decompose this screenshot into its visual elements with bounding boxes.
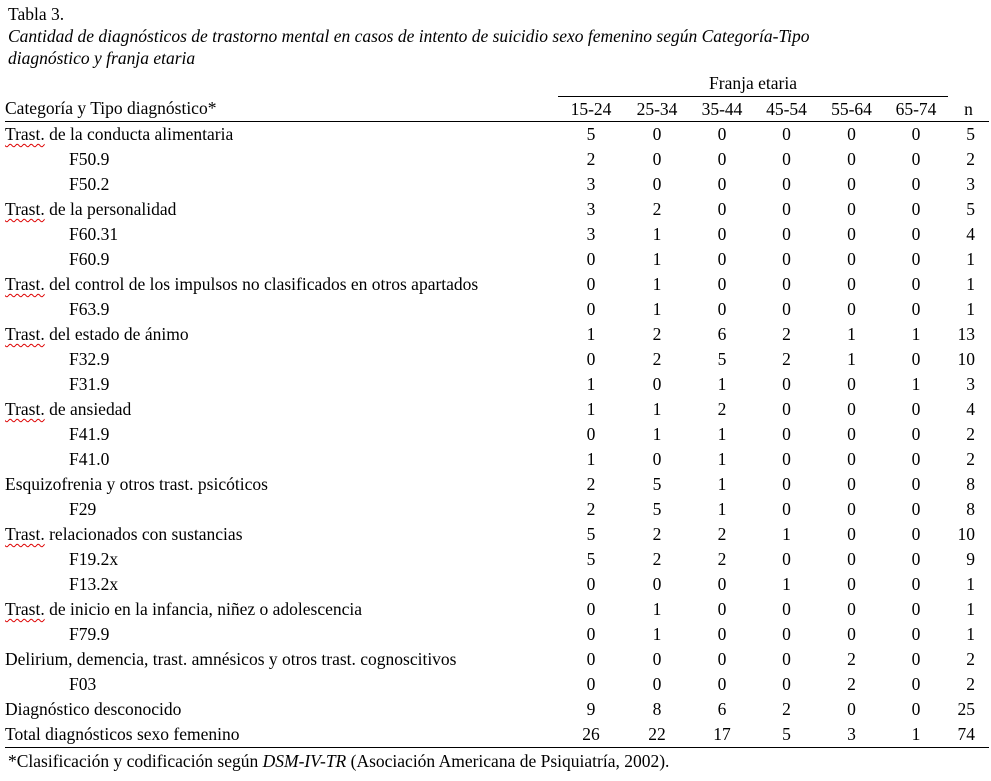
count-cell: 3 [819,722,884,748]
row-total-cell: 3 [966,374,975,394]
count-cell: 0 [782,474,791,494]
count-cell: 1 [652,424,662,444]
count-cell: 9 [586,699,596,719]
count-cell: 2 [652,524,662,544]
count-cell: 1 [652,599,662,619]
category-row [5,197,989,222]
count-cell: 0 [847,699,856,719]
row-total-cell: 8 [966,474,975,494]
count-cell: 0 [847,399,856,419]
total-row [5,722,989,748]
count-cell: 0 [819,122,884,148]
row-label-text: F03 [69,674,97,694]
count-cell: 0 [847,249,856,269]
count-cell: 2 [717,524,727,544]
row-total-cell: 2 [966,649,975,669]
category-row [5,697,989,722]
category-column-header: Categoría y Tipo diagnóstico* [5,98,217,118]
category-row [5,322,989,347]
count-cell: 0 [911,674,921,694]
count-cell: 2 [847,649,856,669]
row-label-text: del estado de ánimo [44,324,189,344]
row-label-text: F50.9 [69,149,110,169]
count-cell: 5 [652,474,662,494]
count-cell: 0 [847,499,856,519]
diagnosis-code-row [5,622,989,647]
count-cell: 0 [911,149,921,169]
row-total-cell: 5 [948,122,989,148]
count-cell: 0 [911,299,921,319]
count-cell: 0 [884,122,948,148]
count-cell: 0 [717,599,727,619]
count-cell: 0 [911,599,921,619]
row-label-text: F60.9 [69,249,110,269]
row-label-text: Esquizofrenia y otros trast. psicóticos [5,474,268,494]
count-cell: 6 [717,324,727,344]
row-label-text: de la conducta alimentaria [44,124,234,144]
category-label [5,272,558,297]
diagnosis-code-label [5,247,558,272]
spellcheck-word: Trast. [5,399,45,419]
spellcheck-word: Trast. [5,599,45,619]
table-label: Tabla 3. [8,4,65,24]
count-cell: 0 [652,674,662,694]
row-total-cell: 1 [966,299,975,319]
count-cell: 1 [652,224,662,244]
diagnosis-code-row [5,297,989,322]
count-cell: 0 [717,624,727,644]
diagnosis-code-row [5,147,989,172]
row-total-cell: 10 [957,524,975,544]
count-cell: 1 [782,524,791,544]
count-cell: 0 [782,249,791,269]
count-cell: 0 [847,624,856,644]
count-cell: 0 [782,299,791,319]
row-label-text: del control de los impulsos no clasificados en otros apartados [44,274,479,294]
diagnosis-code-label [5,497,558,522]
row-label-text: de ansiedad [44,399,132,419]
count-cell: 0 [911,449,921,469]
spellcheck-word: Trast. [5,324,45,344]
row-total-cell: 74 [948,722,989,748]
category-label [5,122,558,148]
count-cell: 2 [586,149,596,169]
count-cell: 0 [847,224,856,244]
count-cell: 1 [586,399,596,419]
count-cell: 2 [782,699,791,719]
count-cell: 0 [717,149,727,169]
count-cell: 0 [847,549,856,569]
count-cell: 2 [652,324,662,344]
count-cell: 0 [911,249,921,269]
count-cell: 8 [652,699,662,719]
diagnosis-code-row [5,172,989,197]
count-cell: 5 [558,122,624,148]
count-cell: 1 [847,324,856,344]
category-row [5,522,989,547]
row-label-text: F50.2 [69,174,110,194]
diagnosis-code-row [5,247,989,272]
count-cell: 0 [911,699,921,719]
count-cell: 0 [717,274,727,294]
count-cell: 0 [586,249,596,269]
spellcheck-word: Trast. [5,274,45,294]
row-total-cell: 5 [966,199,975,219]
count-cell: 0 [586,574,596,594]
row-total-cell: 4 [966,399,975,419]
count-cell: 2 [652,349,662,369]
count-cell: 0 [847,299,856,319]
count-cell: 5 [652,499,662,519]
row-label-text: de inicio en la infancia, niñez o adolescencia [44,599,363,619]
count-cell: 0 [782,624,791,644]
age-column-header: 35-44 [690,97,754,122]
footnote-manual-name: DSM-IV-TR [262,751,347,771]
diagnosis-code-label [5,622,558,647]
diagnosis-code-row [5,222,989,247]
row-label-text: F19.2x [69,549,119,569]
count-cell: 0 [847,424,856,444]
count-cell: 0 [847,449,856,469]
count-cell: 0 [652,649,662,669]
count-cell: 26 [558,722,624,748]
count-cell: 0 [782,549,791,569]
row-label-text: Total diagnósticos sexo femenino [5,724,240,744]
row-total-cell: 1 [966,249,975,269]
row-total-cell: 3 [966,174,975,194]
diagnosis-code-row [5,447,989,472]
count-cell: 0 [690,122,754,148]
count-cell: 0 [782,149,791,169]
count-cell: 1 [652,399,662,419]
count-cell: 0 [911,224,921,244]
age-column-header: 65-74 [884,97,948,122]
count-cell: 0 [652,574,662,594]
count-cell: 0 [782,274,791,294]
count-cell: 1 [884,722,948,748]
diagnosis-code-row [5,672,989,697]
count-cell: 2 [782,324,791,344]
table-subtitle-line1: Cantidad de diagnósticos de trastorno mental en casos de intento de suicidio sexo femenino según Categoría-Tipo [8,26,810,46]
count-cell: 0 [586,424,596,444]
table-header [5,71,989,122]
count-cell: 0 [782,449,791,469]
row-total-cell: 2 [966,149,975,169]
row-total-cell: 4 [966,224,975,244]
count-cell: 2 [586,474,596,494]
spellcheck-word: Trast. [5,199,45,219]
count-cell: 1 [717,449,727,469]
diagnosis-code-label [5,422,558,447]
count-cell: 2 [652,199,662,219]
count-cell: 0 [717,174,727,194]
diagnosis-code-row [5,347,989,372]
count-cell: 0 [586,674,596,694]
count-cell: 0 [847,599,856,619]
count-cell: 1 [782,574,791,594]
count-cell: 0 [911,524,921,544]
category-row [5,122,989,148]
row-label-text: F60.31 [69,224,119,244]
count-cell: 1 [652,274,662,294]
count-cell: 5 [717,349,727,369]
row-label-text: F41.9 [69,424,110,444]
count-cell: 1 [652,299,662,319]
count-cell: 1 [586,324,596,344]
count-cell: 1 [717,374,727,394]
diagnosis-code-label [5,547,558,572]
count-cell: 2 [717,549,727,569]
count-cell: 1 [652,249,662,269]
count-cell: 1 [586,449,596,469]
category-label [5,697,558,722]
count-cell: 0 [652,374,662,394]
category-label [5,647,558,672]
count-cell: 3 [586,174,596,194]
count-cell: 0 [911,399,921,419]
count-cell: 0 [847,474,856,494]
count-cell: 0 [624,122,690,148]
count-cell: 5 [586,549,596,569]
count-cell: 0 [847,199,856,219]
diagnosis-code-row [5,497,989,522]
count-cell: 0 [717,224,727,244]
row-label-text: F79.9 [69,624,110,644]
count-cell: 0 [717,199,727,219]
count-cell: 1 [911,324,921,344]
count-cell: 0 [911,199,921,219]
count-cell: 0 [717,249,727,269]
category-label [5,722,558,748]
count-cell: 0 [847,574,856,594]
row-total-cell: 8 [966,499,975,519]
count-cell: 0 [782,374,791,394]
diagnosis-code-label [5,297,558,322]
row-total-cell: 1 [966,599,975,619]
count-cell: 0 [782,599,791,619]
count-cell: 0 [911,424,921,444]
row-total-cell: 1 [966,274,975,294]
count-cell: 0 [911,649,921,669]
row-total-cell: 2 [966,449,975,469]
category-label [5,472,558,497]
count-cell: 0 [911,474,921,494]
count-cell: 0 [847,524,856,544]
row-total-cell: 9 [966,549,975,569]
age-column-header: 15-24 [558,97,624,122]
count-cell: 0 [911,574,921,594]
footnote-text: *Clasificación y codificación según [8,751,263,771]
count-cell: 0 [754,122,819,148]
category-row [5,597,989,622]
diagnosis-table [5,71,989,748]
count-cell: 0 [782,649,791,669]
header-spacer [948,71,989,97]
age-column-header: 25-34 [624,97,690,122]
count-cell: 0 [586,624,596,644]
row-label-text: F31.9 [69,374,110,394]
table-caption [8,3,810,69]
count-cell: 17 [690,722,754,748]
count-cell: 2 [586,499,596,519]
count-cell: 2 [717,399,727,419]
category-label [5,322,558,347]
count-cell: 0 [911,499,921,519]
count-cell: 0 [911,274,921,294]
category-row [5,272,989,297]
count-cell: 0 [717,299,727,319]
row-label-text: F29 [69,499,97,519]
count-cell: 0 [586,649,596,669]
count-cell: 0 [847,374,856,394]
diagnosis-code-label [5,172,558,197]
count-cell: 1 [652,624,662,644]
count-cell: 3 [586,224,596,244]
table-body [5,122,989,748]
row-label-text: F13.2x [69,574,119,594]
spellcheck-word: Trast. [5,124,45,144]
count-cell: 1 [717,474,727,494]
row-total-cell: 13 [957,324,975,344]
diagnosis-code-label [5,147,558,172]
count-cell: 0 [586,299,596,319]
count-cell: 0 [717,574,727,594]
row-total-cell: 10 [957,349,975,369]
count-cell: 0 [847,174,856,194]
count-cell: 0 [782,199,791,219]
count-cell: 0 [911,349,921,369]
table-subtitle-line2: diagnóstico y franja etaria [8,48,196,68]
count-cell: 0 [586,349,596,369]
category-row [5,647,989,672]
count-cell: 6 [717,699,727,719]
count-cell: 0 [911,174,921,194]
row-label-text: F63.9 [69,299,110,319]
count-cell: 1 [717,424,727,444]
count-cell: 0 [847,274,856,294]
diagnosis-code-label [5,222,558,247]
count-cell: 2 [847,674,856,694]
count-cell: 0 [782,674,791,694]
age-column-header: 55-64 [819,97,884,122]
row-label-text: F41.0 [69,449,110,469]
count-cell: 1 [586,374,596,394]
row-total-cell: 1 [966,624,975,644]
row-label-text: F32.9 [69,349,110,369]
row-total-cell: 25 [957,699,975,719]
n-column-header: n [948,97,989,122]
category-label [5,197,558,222]
category-label [5,397,558,422]
diagnosis-code-label [5,347,558,372]
count-cell: 0 [911,624,921,644]
row-total-cell: 2 [966,674,975,694]
count-cell: 1 [717,499,727,519]
count-cell: 2 [782,349,791,369]
age-group-header: Franja etaria [558,71,948,97]
category-row [5,472,989,497]
count-cell: 0 [717,649,727,669]
diagnosis-code-label [5,447,558,472]
diagnosis-code-label [5,672,558,697]
count-cell: 22 [624,722,690,748]
row-label-text: de la personalidad [44,199,177,219]
category-row [5,397,989,422]
diagnosis-code-label [5,372,558,397]
footnote-citation: (Asociación Americana de Psiquiatría, 2002). [346,751,670,771]
table-footnote [8,750,669,772]
age-column-header: 45-54 [754,97,819,122]
row-total-cell: 1 [966,574,975,594]
diagnosis-code-row [5,422,989,447]
count-cell: 0 [586,599,596,619]
count-cell: 0 [782,499,791,519]
count-cell: 0 [782,399,791,419]
row-label-text: Diagnóstico desconocido [5,699,182,719]
count-cell: 0 [782,424,791,444]
row-total-cell: 2 [966,424,975,444]
count-cell: 0 [652,149,662,169]
diagnosis-code-label [5,572,558,597]
count-cell: 0 [847,149,856,169]
diagnosis-code-row [5,547,989,572]
count-cell: 0 [652,174,662,194]
count-cell: 2 [652,549,662,569]
count-cell: 0 [911,549,921,569]
category-label [5,522,558,547]
row-label-text: relacionados con sustancias [44,524,243,544]
category-label [5,597,558,622]
count-cell: 1 [847,349,856,369]
count-cell: 0 [652,449,662,469]
count-cell: 0 [717,674,727,694]
diagnosis-code-row [5,372,989,397]
count-cell: 0 [586,274,596,294]
count-cell: 0 [782,224,791,244]
count-cell: 5 [586,524,596,544]
count-cell: 5 [754,722,819,748]
spellcheck-word: Trast. [5,524,45,544]
count-cell: 0 [782,174,791,194]
count-cell: 3 [586,199,596,219]
count-cell: 1 [911,374,921,394]
diagnosis-code-row [5,572,989,597]
row-label-text: Delirium, demencia, trast. amnésicos y otros trast. cognoscitivos [5,649,457,669]
